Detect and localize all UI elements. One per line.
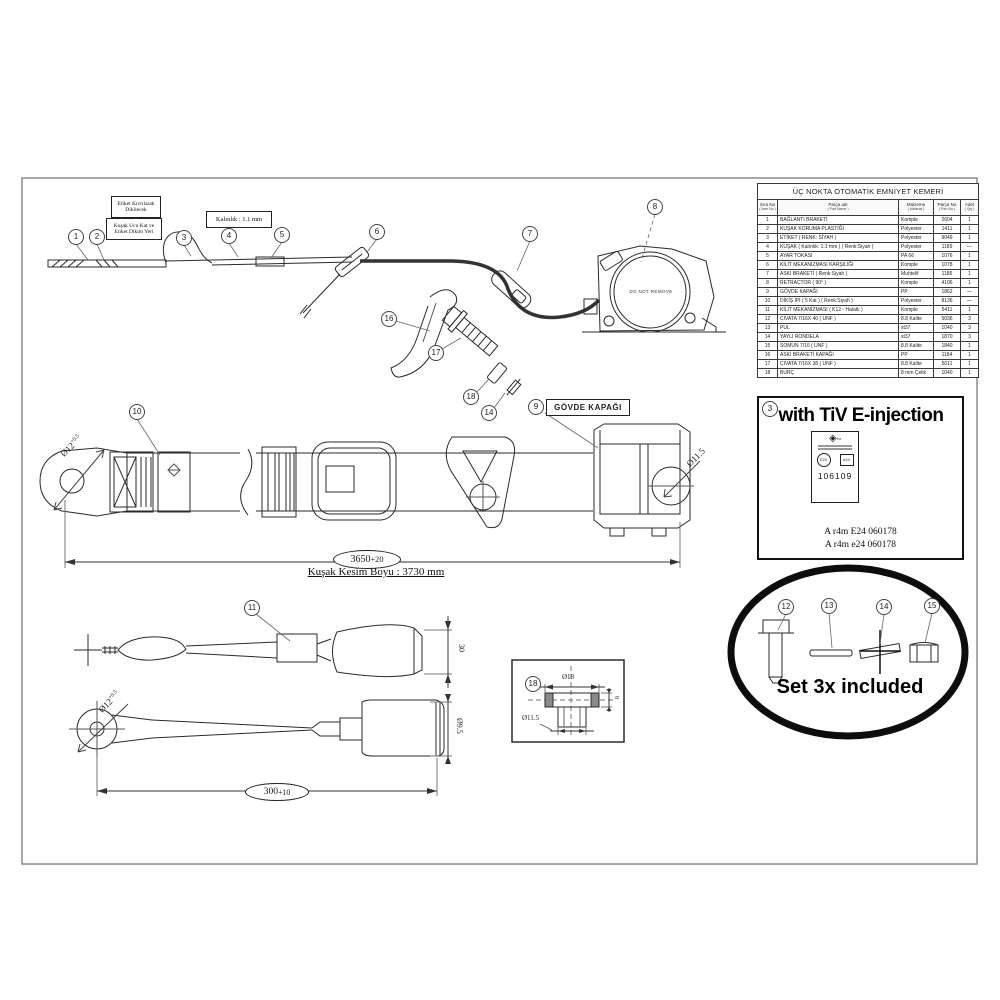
dim-stalk-length [245,783,309,801]
tongue-7 [489,268,534,311]
col-header-name-main: Parça adı [828,202,848,208]
buckle-stalk-side-drawing [74,616,452,688]
set-parts-drawing [731,568,965,736]
bolt-drawing [440,304,501,360]
callout-12: 12 [778,599,794,615]
parts-table-row [758,315,979,324]
col-header-qty-sub: ( Qty ) [964,207,975,212]
do-not-remove-label: DO NOT REMOVE [629,289,673,294]
approval-marks [812,453,858,467]
label-number: 106109 [817,471,853,481]
col-header-material [899,200,934,216]
callout-2: 2 [89,229,105,245]
dim-bush-inner: Ø11.5 [522,714,540,722]
cell-no: 9 [758,288,778,297]
cell-qty: 1 [961,369,979,378]
cell-partno: 4106 [934,279,961,288]
cell-partno: 5011 [934,360,961,369]
cell-material: 8.8 Kalite [899,315,934,324]
cell-material: Komple [899,216,934,225]
callout-9: 9 [528,399,544,415]
callout-18a: 18 [463,389,479,405]
parts-table [757,183,979,378]
cell-qty: 1 [961,216,979,225]
dim-bush-height: 8 [613,696,619,699]
cell-name: SOMUN 7/16 ( UNF ) [778,342,899,351]
callout-6: 6 [369,224,385,240]
col-header-qty [961,200,979,216]
dim-buckle-dia: Ø9.5 [455,718,464,734]
callout-15: 15 [924,598,940,614]
cell-qty: 1 [961,270,979,279]
approval-line-2: A r4m e24 060178 [825,540,896,550]
parts-table-row [758,243,979,252]
cell-partno: 1040 [934,324,961,333]
col-header-partno-main: Parça No [937,202,957,208]
col-header-no-sub: ( İtem No ) [759,207,776,212]
cell-no: 14 [758,333,778,342]
e-mark-circle-icon: E24 [817,453,831,467]
cell-partno: 1184 [934,351,961,360]
col-header-qty-main: Adet [964,202,975,208]
cell-no: 4 [758,243,778,252]
belt-assembly-drawing [40,424,700,568]
cell-material: 8.8 Kalite [899,342,934,351]
col-header-partno [934,200,961,216]
cell-no: 12 [758,315,778,324]
callout-3: 3 [176,230,192,246]
cell-name: ASKI BRAKETİ KAPAĞI [778,351,899,360]
col-header-name [778,200,899,216]
cell-qty: — [961,243,979,252]
certification-label [811,431,859,503]
approval-lines [759,526,962,552]
parts-table-title-row [758,184,979,200]
note-etiket: Etiket Kıvrılarak Dikilecek [111,196,161,218]
cell-material: st37 [899,324,934,333]
parts-table-row [758,261,979,270]
cell-qty: 1 [961,261,979,270]
cell-no: 3 [758,234,778,243]
cell-qty: 1 [961,360,979,369]
approval-line-1: A r4m E24 060178 [824,527,897,537]
parts-table-row [758,270,979,279]
col-header-partno-sub: ( Part No ) [938,207,956,212]
cell-no: 8 [758,279,778,288]
col-header-material-sub: ( Material ) [907,207,925,212]
parts-table-row [758,288,979,297]
cell-name: BURÇ [778,369,899,378]
cell-qty: 1 [961,252,979,261]
cell-partno: 1078 [934,261,961,270]
parts-table-row [758,351,979,360]
callout-13: 13 [821,598,837,614]
cell-no: 18 [758,369,778,378]
cell-partno: 1186 [934,270,961,279]
parts-table-rows [758,216,979,378]
callout-16: 16 [381,311,397,327]
e-mark-box-icon: e24 [840,454,854,466]
callout-5: 5 [274,227,290,243]
cell-material: PP [899,351,934,360]
callout-7: 7 [522,226,538,242]
callout-11: 11 [244,600,260,616]
col-header-no [758,200,778,216]
cell-name: AYAR TOKASI [778,252,899,261]
parts-table-row [758,216,979,225]
set-included-label: Set 3x included [776,676,924,698]
cell-partno: 1870 [934,333,961,342]
parts-table-row [758,234,979,243]
callout-8: 8 [647,199,663,215]
note-kalinlik: Kalınlık : 1.1 mm [206,211,272,228]
hook-bracket-drawing [391,290,457,377]
parts-table-row [758,279,979,288]
cell-name: GÖVDE KAPAĞI [778,288,899,297]
parts-table-row [758,306,979,315]
cell-material: 8.8 Kalite [899,360,934,369]
small-parts-drawing [487,362,524,397]
cell-no: 17 [758,360,778,369]
callout-1: 1 [68,229,84,245]
parts-table-row [758,324,979,333]
cell-material: Polyester [899,243,934,252]
cell-partno: 9049 [934,234,961,243]
cell-name: KUŞAK ( Kalınlık: 1.1 mm ) ( Renk:Siyah ) [778,243,899,252]
cell-qty: — [961,297,979,306]
cell-material: PA 66 [899,252,934,261]
cell-no: 2 [758,225,778,234]
cell-no: 15 [758,342,778,351]
cell-no: 7 [758,270,778,279]
cell-qty: 1 [961,279,979,288]
flat-belt-drawing [48,232,599,318]
cell-no: 16 [758,351,778,360]
cell-material: PP [899,288,934,297]
cell-material: Polyester [899,225,934,234]
dim-bush-outer: Ø18 [562,673,575,681]
cell-material: 8 mm Çelik [899,369,934,378]
tiv-title: with TiV E-injection [778,405,944,426]
dim-stalk-length-value: 300 [263,787,278,797]
cell-material: Polyester [899,297,934,306]
cell-name: ASKI BRAKETİ ( Renk:Siyah ) [778,270,899,279]
parts-table-row [758,252,979,261]
cell-name: KUŞAK KORUMA PLASTİĞİ [778,225,899,234]
cell-material: Komple [899,261,934,270]
dim-anchor-hole-tol: +0.5 [69,433,81,445]
dim-retractor-hole: Ø11.5 [684,445,708,469]
tiv-injection-box [757,396,964,560]
cell-name: KİLİT MEKANİZMASI KARŞILIĞI [778,261,899,270]
cell-qty: 1 [961,351,979,360]
callout-4: 4 [221,228,237,244]
cell-no: 13 [758,324,778,333]
callout-17: 17 [428,345,444,361]
dim-belt-cut-label: Kuşak Kesim Boyu : 3730 mm [307,566,445,578]
cell-name: DİKİŞ İPİ ( 5 Kat ) ( Renk:Siyah ) [778,297,899,306]
dim-belt-length-value: 3650 [350,554,371,565]
cell-name: CIVATA 7/16X 38 ( UNF ) [778,360,899,369]
cell-qty: — [961,288,979,297]
govde-kapagi-label: GÖVDE KAPAĞI [546,399,630,416]
cell-no: 6 [758,261,778,270]
cell-material: Komple [899,279,934,288]
parts-table-row [758,333,979,342]
cell-partno: 1862 [934,288,961,297]
cell-partno: 1411 [934,225,961,234]
cell-no: 10 [758,297,778,306]
callout-3-tiv: 3 [762,401,778,417]
parts-table-header-row [758,200,979,216]
dim-stalk-width: 30 [457,644,466,652]
note-kusak-ucu: Kuşak Ucu Kat ve Etiket Dikim Yeri [106,218,162,240]
microtext-line [818,448,852,450]
parts-table-row [758,360,979,369]
cell-qty: 1 [961,306,979,315]
dim-stalk-hole-tol: +0.5 [107,689,119,701]
cell-material: Muhtelif [899,270,934,279]
cell-qty: 3 [961,315,979,324]
dim-belt-length-tol: +20 [370,555,384,564]
callout-14b: 14 [876,599,892,615]
parts-table-title: ÜÇ NOKTA OTOMATİK EMNİYET KEMERİ [758,184,979,200]
cell-name: BAĞLANTI BRAKETİ [778,216,899,225]
cell-no: 5 [758,252,778,261]
cell-name: RETRACTOR ( 90° ) [778,279,899,288]
col-header-name-sub: ( Part Name ) [827,207,849,212]
cell-material: Komple [899,306,934,315]
cell-name: PUL [778,324,899,333]
cell-partno: 8136 [934,297,961,306]
cell-material: st37 [899,333,934,342]
brand-tm-mark: TM [836,437,842,441]
brand-diamond-glyph: ◈ [828,433,837,444]
cell-name: ETİKET ( RENK: SİYAH ) [778,234,899,243]
parts-table-row [758,297,979,306]
cell-material: Polyester [899,234,934,243]
cell-qty: 3 [961,333,979,342]
cell-partno: 1189 [934,243,961,252]
cell-partno: 5411 [934,306,961,315]
cell-partno: 5036 [934,315,961,324]
parts-table-row [758,342,979,351]
brand-diamond-icon [812,434,858,444]
cell-no: 11 [758,306,778,315]
cell-partno: 1076 [934,252,961,261]
cell-partno: 1040 [934,369,961,378]
cell-qty: 1 [961,234,979,243]
microtext-line [818,445,852,447]
cell-qty: 1 [961,225,979,234]
dim-stalk-length-tol: +10 [277,787,291,797]
dim-anchor-hole-value: Ø12 [58,440,77,459]
dim-stalk-hole-value: Ø12 [96,696,115,715]
cell-qty: 1 [961,342,979,351]
cell-name: CIVATA 7/16X 40 ( UNF ) [778,315,899,324]
cell-qty: 3 [961,324,979,333]
buckle-stalk-top-drawing [69,694,452,796]
col-header-no-main: Sıra No [759,202,776,208]
col-header-material-main: Malzeme [906,202,926,208]
parts-table-row [758,369,979,378]
callout-14a: 14 [481,405,497,421]
parts-table-row [758,225,979,234]
cell-partno: 2604 [934,216,961,225]
cell-name: YAYLI RONDELA [778,333,899,342]
cell-partno: 1840 [934,342,961,351]
callout-18b: 18 [525,676,541,692]
callout-10: 10 [129,404,145,420]
cell-name: KİLİT MEKANİZMASI ( K12 - Halatlı ) [778,306,899,315]
cell-no: 1 [758,216,778,225]
